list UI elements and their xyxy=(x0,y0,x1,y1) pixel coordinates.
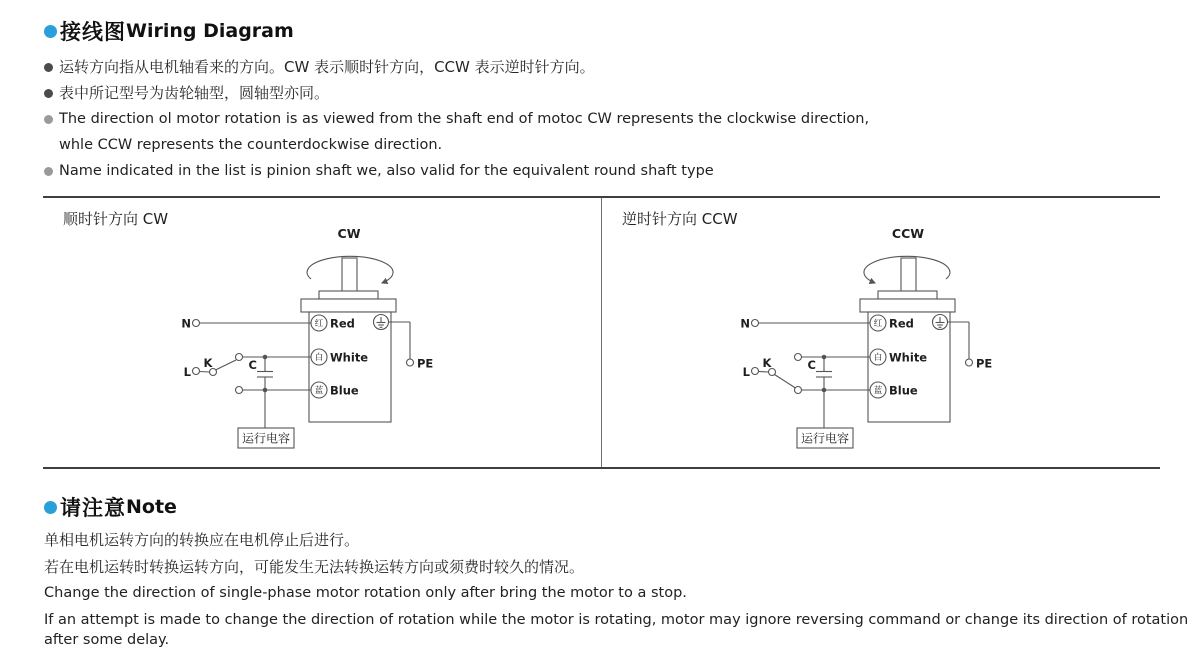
header-bullet-text: Name indicated in the list is pinion shaft we, also valid for the equivalent round shaft type xyxy=(59,163,714,179)
pe-terminal xyxy=(966,359,973,366)
header-bullet-text: whle CCW represents the counterdockwise direction. xyxy=(59,137,443,153)
motor-wiring-ccw-svg xyxy=(602,198,1160,463)
section-title-wiring xyxy=(44,16,1184,46)
panel-ccw xyxy=(602,198,1160,467)
note-line: If an attempt is made to change the direction of rotation while the motor is rotating, motor may ignore reversing command or change its direction of rotation after some delay. xyxy=(44,611,1189,648)
terminal-blue-zh: 蓝 xyxy=(873,386,883,397)
terminal-red-zh: 红 xyxy=(873,319,883,330)
section-title-note xyxy=(44,492,1194,522)
header-section xyxy=(44,16,1184,188)
live-label: L xyxy=(183,365,191,379)
terminal-blue-en: Blue xyxy=(330,383,359,398)
header-bullet-lines xyxy=(44,58,1184,181)
live-label: L xyxy=(742,365,750,379)
page-title-en: Wiring Diagram xyxy=(126,20,294,42)
bullet-icon xyxy=(44,89,53,98)
bullet-icon xyxy=(44,63,53,72)
switch-label: K xyxy=(762,356,772,370)
switch-contact-bottom xyxy=(236,387,243,394)
neutral-label: N xyxy=(181,316,191,331)
terminal-white-zh: 白 xyxy=(873,353,883,364)
page-title-zh: 接线图 xyxy=(60,20,126,44)
bullet-icon xyxy=(44,115,53,124)
capacitor-label: C xyxy=(248,358,257,372)
motor-wiring-cw-svg xyxy=(43,198,601,463)
header-bullet-line xyxy=(44,136,1184,155)
terminal-white-en: White xyxy=(889,350,928,365)
earth-ground-icon xyxy=(374,315,389,330)
note-line: 单相电机运转方向的转换应在电机停止后进行。 xyxy=(44,531,360,549)
motor-flange-top xyxy=(878,291,937,299)
terminal-red-en: Red xyxy=(330,316,355,331)
earth-ground-icon xyxy=(933,315,948,330)
live-link xyxy=(200,372,210,373)
header-bullet-line xyxy=(44,58,1184,77)
wiring-table xyxy=(43,196,1160,469)
header-bullet-text: 运转方向指从电机轴看来的方向。CW 表示顺时针方向，CCW 表示逆时针方向。 xyxy=(59,58,595,76)
terminal-blue-en: Blue xyxy=(889,383,918,398)
switch-contact-top xyxy=(795,354,802,361)
panel-ccw-heading: 逆时针方向 CCW xyxy=(622,210,738,228)
header-bullet-line xyxy=(44,162,1184,181)
terminal-red-zh: 红 xyxy=(314,319,324,330)
terminal-white-zh: 白 xyxy=(314,353,324,364)
neutral-terminal xyxy=(193,320,200,327)
motor-flange xyxy=(860,299,955,312)
bullet-icon xyxy=(44,167,53,176)
rotation-label: CW xyxy=(337,226,361,241)
note-line: 若在电机运转时转换运转方向，可能发生无法转换运转方向或须费时较久的情况。 xyxy=(44,557,585,576)
switch-lever xyxy=(216,360,237,370)
terminal-white-en: White xyxy=(330,350,369,365)
panel-cw-heading: 顺时针方向 CW xyxy=(63,210,169,228)
run-capacitor-box-label: 运行电容 xyxy=(800,431,850,446)
note-lines xyxy=(44,530,1194,650)
motor-shaft xyxy=(342,258,357,292)
rotation-label: CCW xyxy=(891,226,925,241)
note-section xyxy=(44,492,1194,656)
neutral-label: N xyxy=(740,316,750,331)
header-bullet-line xyxy=(44,110,1184,129)
live-terminal xyxy=(193,368,200,375)
switch-lever xyxy=(775,375,796,389)
neutral-terminal xyxy=(752,320,759,327)
terminal-blue-zh: 蓝 xyxy=(314,386,324,397)
terminal-red-en: Red xyxy=(889,316,914,331)
motor-flange-top xyxy=(319,291,378,299)
run-capacitor-box-label: 运行电容 xyxy=(241,431,291,446)
note-line: Change the direction of single-phase motor rotation only after bring the motor to a stop. xyxy=(44,585,687,601)
pe-label: PE xyxy=(976,356,993,371)
pe-terminal xyxy=(407,359,414,366)
blue-bullet-icon xyxy=(44,25,57,38)
switch-label: K xyxy=(203,356,213,370)
note-title-en: Note xyxy=(126,496,177,518)
panel-cw xyxy=(43,198,602,467)
header-bullet-text: 表中所记型号为齿轮轴型，圆轴型亦同。 xyxy=(59,84,330,102)
switch-contact-bottom xyxy=(795,387,802,394)
note-title-zh: 请注意 xyxy=(60,496,126,520)
pe-label: PE xyxy=(417,356,434,371)
motor-shaft xyxy=(901,258,916,292)
live-terminal xyxy=(752,368,759,375)
switch-contact-top xyxy=(236,354,243,361)
bullet-spacer xyxy=(44,141,53,150)
motor-flange xyxy=(301,299,396,312)
header-bullet-line xyxy=(44,84,1184,103)
capacitor-label: C xyxy=(807,358,816,372)
header-bullet-text: The direction ol motor rotation is as viewed from the shaft end of motoc CW represents the clockwise direction, xyxy=(59,111,870,127)
live-link xyxy=(759,372,769,373)
blue-bullet-icon xyxy=(44,501,57,514)
